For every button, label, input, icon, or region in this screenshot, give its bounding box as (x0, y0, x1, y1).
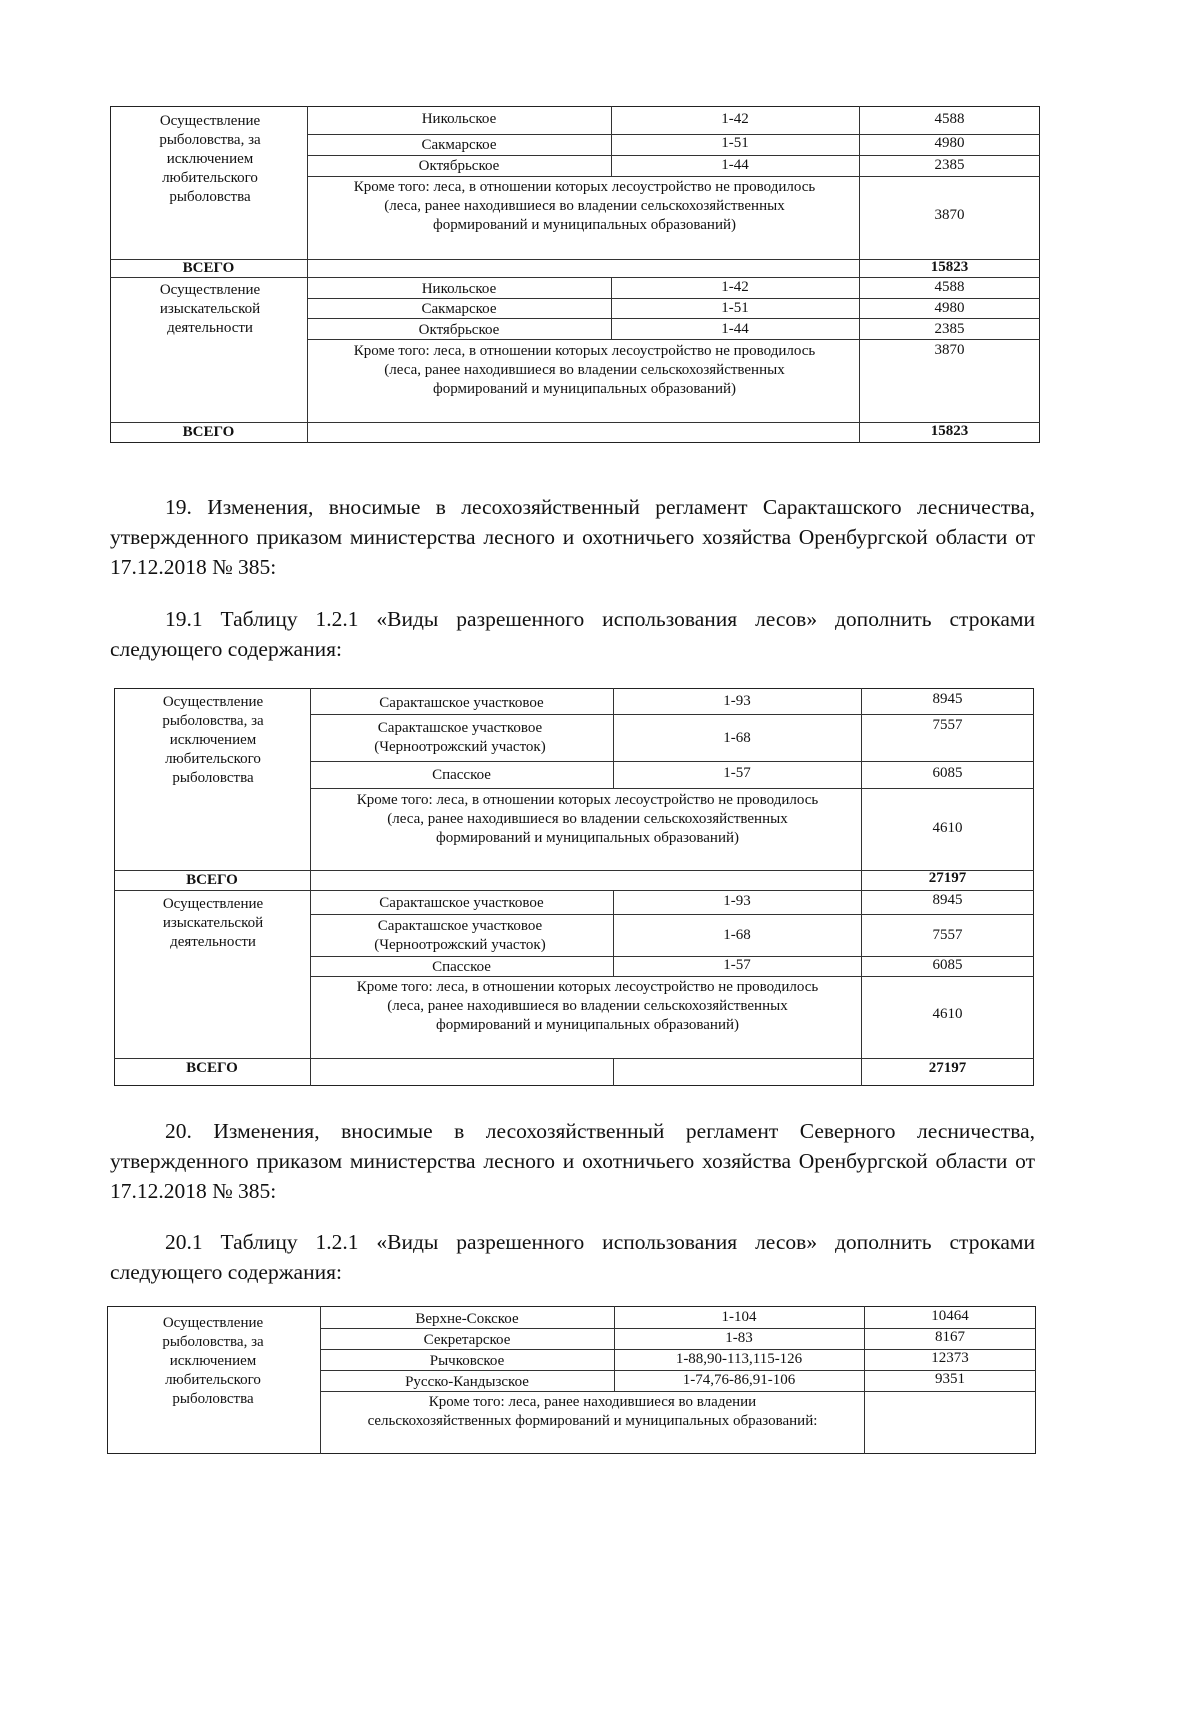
section-19-1-heading: 19.1 Таблицу 1.2.1 «Виды разрешенного использования лесов» дополнить строками следующего содержания: (110, 607, 1035, 661)
area-cell: 8945 (932, 691, 963, 707)
area-cell: 2385 (934, 321, 965, 337)
area-cell: 8945 (932, 892, 963, 908)
area-cell: 7557 (932, 927, 963, 943)
total-label: ВСЕГО (186, 872, 238, 888)
total-area: 27197 (928, 1060, 967, 1076)
activity-cell: Осуществление рыболовства, за исключением любительского рыболовства (162, 1315, 264, 1407)
quarters-cell: 1-57 (723, 957, 751, 973)
area-cell: 8167 (935, 1329, 965, 1345)
area-cell: 12373 (931, 1350, 969, 1366)
area-cell: 6085 (932, 957, 963, 973)
extra-forests-note: Кроме того: леса, в отношении которых лесоустройство не проводилось (леса, ранее находившиеся во владении сельскохозяйственных формирований и муниципальных образований) (353, 343, 816, 397)
table-divider (859, 176, 1040, 177)
forest-district-name: Саракташское участковое (Черноотрожский участок) (374, 918, 546, 953)
total-label: ВСЕГО (186, 1060, 238, 1076)
section-20-1-heading: 20.1 Таблицу 1.2.1 «Виды разрешенного использования лесов» дополнить строками следующего содержания: (110, 1230, 1035, 1284)
table-divider (310, 688, 311, 1086)
forest-district-name: Рычковское (429, 1353, 505, 1369)
area-cell: 10464 (931, 1308, 969, 1324)
area-cell: 4588 (934, 279, 965, 295)
area-cell: 4980 (934, 135, 965, 151)
forest-district-name: Никольское (421, 111, 497, 127)
table-divider (310, 914, 1034, 915)
quarters-cell: 1-74,76-86,91-106 (682, 1372, 796, 1388)
area-cell: 2385 (934, 157, 965, 173)
section-20-heading: 20. Изменения, вносимые в лесохозяйственный регламент Северного лесничества, утвержденного приказом министерства лесного и охотничьего хозяйства Оренбургской области от 17.12.2018 № 385: (110, 1119, 1035, 1203)
total-area: 15823 (930, 259, 969, 275)
forest-district-name: Сакмарское (421, 137, 497, 153)
activity-cell: Осуществление изыскательской деятельности (159, 282, 261, 336)
forest-district-name: Русско-Кандызское (405, 1374, 529, 1390)
forest-district-name: Сакмарское (421, 301, 497, 317)
quarters-cell: 1-93 (723, 693, 751, 709)
quarters-cell: 1-51 (721, 300, 749, 316)
forest-district-name: Октябрьское (418, 322, 500, 338)
area-cell: 4610 (932, 820, 963, 836)
forest-district-name: Верхне-Сокское (415, 1311, 519, 1327)
total-label: ВСЕГО (182, 260, 235, 276)
area-cell: 9351 (935, 1371, 965, 1387)
extra-forests-note: Кроме того: леса, ранее находившиеся во владении сельскохозяйственных формирований и муниципальных образований: (367, 1394, 818, 1429)
area-cell: 4588 (934, 111, 965, 127)
extra-forests-note: Кроме того: леса, в отношении которых лесоустройство не проводилось (леса, ранее находившиеся во владении сельскохозяйственных формирований и муниципальных образований) (353, 179, 816, 233)
area-cell: 4610 (932, 1006, 963, 1022)
forest-district-name: Спасское (432, 767, 491, 783)
quarters-cell: 1-57 (723, 765, 751, 781)
quarters-cell: 1-104 (721, 1309, 757, 1325)
table-divider (859, 318, 1040, 319)
activity-cell: Осуществление рыболовства, за исключением любительского рыболовства (159, 113, 261, 205)
forest-district-name: Спасское (432, 959, 491, 975)
quarters-cell: 1-88,90-113,115-126 (675, 1351, 803, 1367)
quarters-cell: 1-44 (721, 321, 749, 337)
area-cell: 3870 (934, 342, 965, 358)
table-divider (613, 1058, 614, 1086)
quarters-cell: 1-83 (725, 1330, 753, 1346)
quarters-cell: 1-68 (723, 927, 751, 943)
total-area: 15823 (930, 423, 969, 439)
forest-district-name: Никольское (421, 281, 497, 297)
quarters-cell: 1-42 (721, 279, 749, 295)
area-cell: 7557 (932, 717, 963, 733)
table-divider (310, 714, 1034, 715)
quarters-cell: 1-44 (721, 157, 749, 173)
area-cell: 4980 (934, 300, 965, 316)
total-area: 27197 (928, 870, 967, 886)
quarters-cell: 1-42 (721, 111, 749, 127)
forest-district-name: Саракташское участковое (379, 695, 544, 711)
table-divider (310, 788, 1034, 789)
table-divider (859, 339, 1040, 340)
table-divider (307, 176, 859, 177)
extra-forests-note: Кроме того: леса, в отношении которых лесоустройство не проводилось (леса, ранее находившиеся во владении сельскохозяйственных формирований и муниципальных образований) (356, 792, 819, 846)
quarters-cell: 1-68 (723, 730, 751, 746)
quarters-cell: 1-93 (723, 893, 751, 909)
forest-district-name: Саракташское участковое (379, 895, 544, 911)
quarters-cell: 1-51 (721, 135, 749, 151)
forest-district-name: Секретарское (423, 1332, 511, 1348)
forest-district-name: Октябрьское (418, 158, 500, 174)
forest-district-name: Саракташское участковое (Черноотрожский участок) (374, 720, 546, 755)
extra-forests-note: Кроме того: леса, в отношении которых лесоустройство не проводилось (леса, ранее находившиеся во владении сельскохозяйственных формирований и муниципальных образований) (356, 979, 819, 1033)
activity-cell: Осуществление изыскательской деятельности (162, 896, 264, 950)
section-19-heading: 19. Изменения, вносимые в лесохозяйственный регламент Саракташского лесничества, утвержденного приказом министерства лесного и охотничьего хозяйства Оренбургской области от 17.12.2018 № 385: (110, 495, 1035, 579)
total-label: ВСЕГО (182, 424, 235, 440)
area-cell: 3870 (934, 207, 965, 223)
area-cell: 6085 (932, 765, 963, 781)
activity-cell: Осуществление рыболовства, за исключением любительского рыболовства (162, 694, 264, 786)
table-divider (310, 761, 1034, 762)
